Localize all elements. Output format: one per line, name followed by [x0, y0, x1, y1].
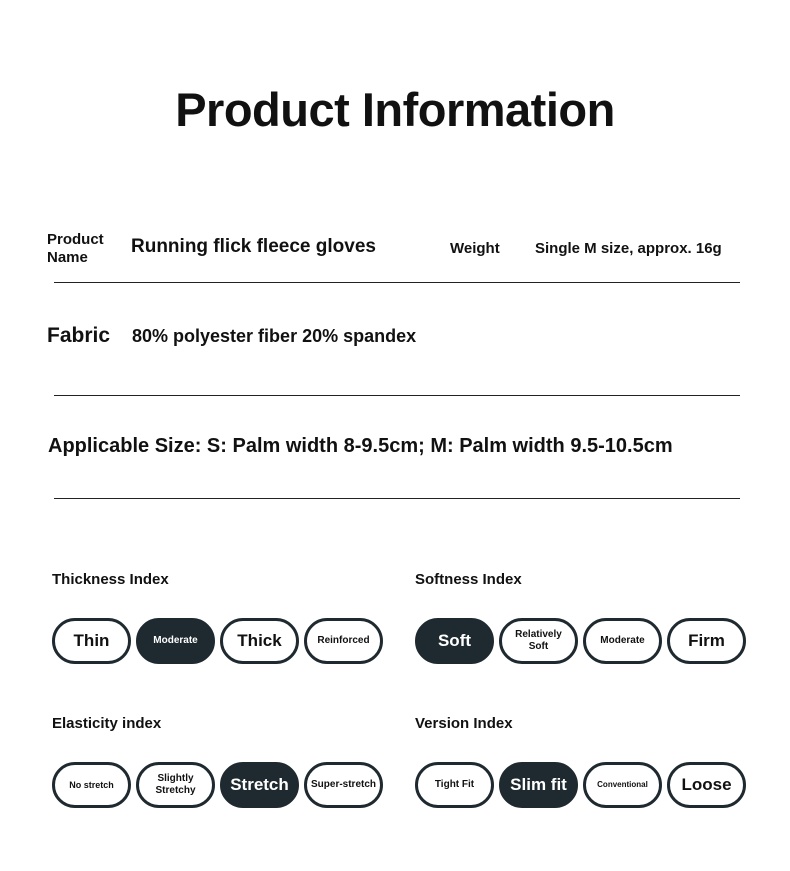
divider — [54, 395, 740, 396]
option-pill: Relatively Soft — [499, 618, 578, 664]
option-pill: Firm — [667, 618, 746, 664]
option-pill: Reinforced — [304, 618, 383, 664]
product-name-label: Product Name — [47, 231, 104, 266]
option-pill: Thick — [220, 618, 299, 664]
option-pill: Slightly Stretchy — [136, 762, 215, 808]
divider — [54, 282, 740, 283]
option-pill: Super-stretch — [304, 762, 383, 808]
option-row — [415, 618, 746, 664]
weight-label: Weight — [450, 240, 500, 257]
index-title: Softness Index — [415, 571, 522, 588]
weight-value: Single M size, approx. 16g — [535, 240, 722, 257]
softness-index — [415, 571, 746, 664]
option-pill: No stretch — [52, 762, 131, 808]
option-pill-selected: Moderate — [136, 618, 215, 664]
option-pill-selected: Soft — [415, 618, 494, 664]
option-row — [52, 762, 383, 808]
option-pill: Thin — [52, 618, 131, 664]
option-row — [52, 618, 383, 664]
index-title: Version Index — [415, 715, 513, 732]
version-index — [415, 715, 746, 808]
fabric-value: 80% polyester fiber 20% spandex — [132, 326, 417, 346]
fabric-label: Fabric — [47, 324, 111, 347]
option-pill: Tight Fit — [415, 762, 494, 808]
index-title: Elasticity index — [52, 715, 162, 732]
option-pill: Loose — [667, 762, 746, 808]
option-row — [415, 762, 746, 808]
divider — [54, 498, 740, 499]
product-name-value: Running flick fleece gloves — [131, 236, 376, 257]
page-title: Product Information — [175, 83, 615, 136]
option-pill-selected: Stretch — [220, 762, 299, 808]
option-pill-selected: Slim fit — [499, 762, 578, 808]
option-pill: Conventional — [583, 762, 662, 808]
option-pill: Moderate — [583, 618, 662, 664]
size-info: Applicable Size: S: Palm width 8-9.5cm; M: Palm width 9.5-10.5cm — [48, 435, 673, 457]
thickness-index — [52, 571, 383, 664]
index-title: Thickness Index — [52, 571, 169, 588]
elasticity-index — [52, 715, 383, 808]
